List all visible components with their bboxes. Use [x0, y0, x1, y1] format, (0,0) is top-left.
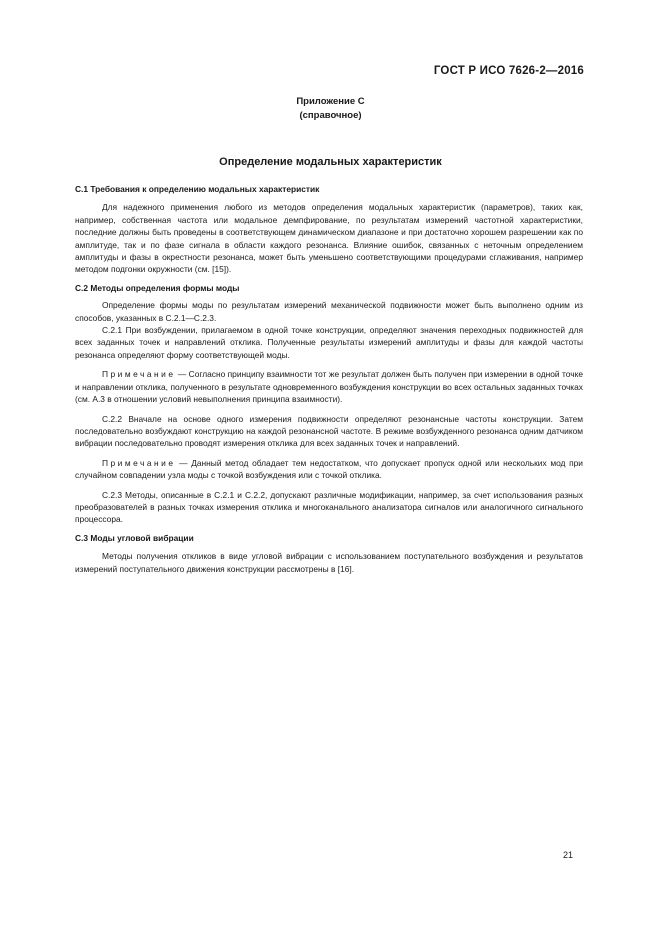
- paragraph-c3: Методы получения откликов в виде угловой вибрации с использованием поступательного возбуждения и результатов измерений поступательного движения конструкции рассмотрены в [16].: [75, 551, 583, 574]
- paragraph-c2-1: С.2.1 При возбуждении, прилагаемом в одной точке конструкции, определяют значения переходных подвижностей для всех заданных точек и направлений отклика. Полученные результаты измерений амплитуды и фазы для каждой частоты резонанса определяют форму соответствующей моды.: [75, 325, 583, 360]
- paragraph-c2: Определение формы моды по результатам измерений механической подвижности может быть выполнено одним из способов, указанных в С.2.1—С.2.3.: [75, 300, 583, 323]
- standard-header: ГОСТ Р ИСО 7626-2—2016: [433, 65, 584, 77]
- paragraph-c2-2: С.2.2 Вначале на основе одного измерения подвижности определяют резонансные частоты конструкции. Затем последовательно возбуждают конструкцию на каждой резонансной частоте. В режиме возбужденного резонанса одним датчиком вибрации последовательно проводят измерения отклика для всех заданных точек и направлений.: [75, 413, 583, 449]
- note-label: Примечание: [102, 369, 176, 380]
- document-body: [75, 183, 583, 575]
- note-2-text: — Данный метод обладает тем недостатком, что допускает пропуск одной или нескольких мод при случайном совпадении узла моды с точкой возбуждения или с точкой отклика.: [75, 457, 583, 481]
- section-heading-c1: С.1 Требования к определению модальных характеристик: [75, 184, 320, 194]
- note-label: Примечание: [102, 457, 176, 468]
- page-number: 21: [562, 850, 573, 860]
- note-2: [75, 457, 583, 482]
- note-1: [75, 368, 583, 405]
- annex-subtitle: (справочное): [299, 110, 362, 121]
- paragraph-c2-3: С.2.3 Методы, описанные в С.2.1 и С.2.2, допускают различные модификации, например, за счет использования разных преобразователей в разных точках измерения отклика и многоканального анализатора сигналов или аналогичного сигнального процессора.: [75, 489, 583, 525]
- section-heading-c2: С.2 Методы определения формы моды: [75, 282, 240, 293]
- section-heading-c3: С.3 Моды угловой вибрации: [75, 532, 194, 543]
- document-title: Определение модальных характеристик: [219, 156, 442, 168]
- annex-title: Приложение С: [296, 96, 365, 107]
- note-1-text: — Согласно принципу взаимности тот же результат должен быть получен при измерении в одной точке и направлении отклика, полученного в результате одновременного возбуждения конструкции во всех остальных заданных точках (см. А.3 в отношении условий невыполнения принципа взаимности).: [75, 369, 583, 405]
- paragraph-c1: Для надежного применения любого из методов определения модальных характеристик (параметров), таких как, например, собственная частота или модальное демпфирование, по результатам измерений частотной характеристики, последние должны быть проведены в соответствующем динамическом диапазоне и при достаточно хорошем разрешении как по амплитуде, так и по фазе сигнала в области каждого резонанса. Влияние ошибок, связанных с неточным определением амплитуды и фазы в окрестности резонанса, может быть уменьшено соответствующими процедурами сглаживания, например методом подгонки окружности (см. [15]).: [75, 202, 583, 275]
